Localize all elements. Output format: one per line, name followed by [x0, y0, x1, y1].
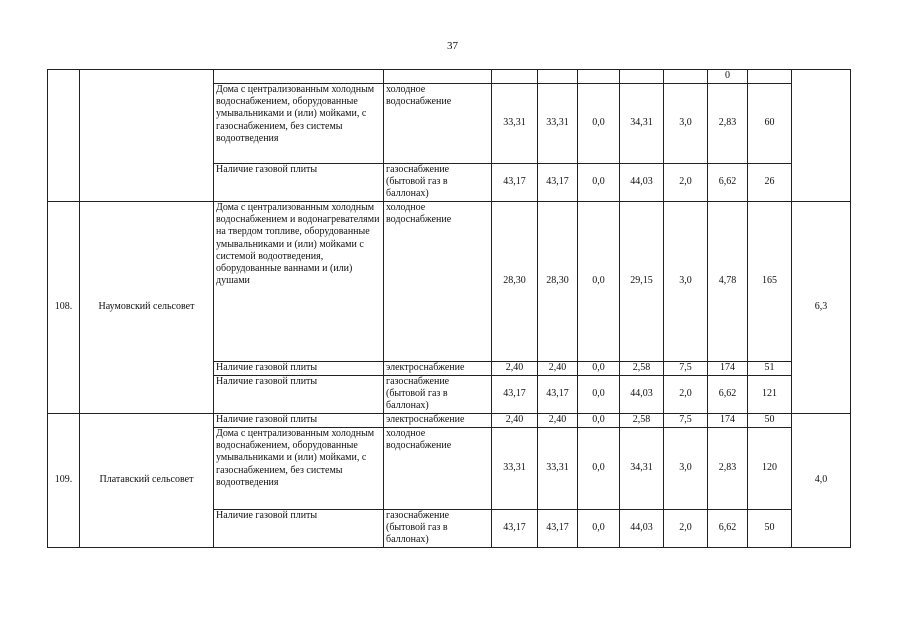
tariff-table: [47, 69, 851, 548]
header-cell: [384, 70, 492, 84]
limit-index: [792, 84, 851, 202]
value-v6: 174: [708, 362, 748, 376]
value-v5: 2,0: [664, 376, 708, 414]
housing-description: Наличие газовой плиты: [214, 362, 384, 376]
table-header-row: [48, 70, 851, 84]
value-v6: 174: [708, 414, 748, 428]
value-v5: 3,0: [664, 84, 708, 164]
table-row: [48, 84, 851, 164]
value-v3: 0,0: [578, 376, 620, 414]
housing-description: Наличие газовой плиты: [214, 414, 384, 428]
housing-description: Наличие газовой плиты: [214, 164, 384, 202]
housing-description: Наличие газовой плиты: [214, 376, 384, 414]
value-v7: 120: [748, 428, 792, 510]
value-v6: 6,62: [708, 376, 748, 414]
value-v6: 2,83: [708, 428, 748, 510]
value-v1: 2,40: [492, 362, 538, 376]
header-cell: [80, 70, 214, 84]
value-v3: 0,0: [578, 84, 620, 164]
housing-description: Дома с централизованным холодным водоснабжением, оборудованные умывальниками и (или) мойками, с газоснабжением, без системы водоотведения: [214, 84, 384, 164]
utility-service: холодное водоснабжение: [384, 202, 492, 362]
value-v1: 43,17: [492, 164, 538, 202]
value-v1: 28,30: [492, 202, 538, 362]
page-number: 37: [447, 40, 458, 52]
table-row: [48, 414, 851, 428]
value-v4: 34,31: [620, 84, 664, 164]
header-cell: [792, 70, 851, 84]
value-v2: 33,31: [538, 428, 578, 510]
table-body: [48, 70, 851, 548]
header-cell: [538, 70, 578, 84]
header-cell: [664, 70, 708, 84]
value-v5: 7,5: [664, 362, 708, 376]
value-v2: 28,30: [538, 202, 578, 362]
value-v7: 26: [748, 164, 792, 202]
utility-service: газоснабжение (бытовой газ в баллонах): [384, 510, 492, 548]
value-v4: 44,03: [620, 376, 664, 414]
value-v7: 60: [748, 84, 792, 164]
utility-service: газоснабжение (бытовой газ в баллонах): [384, 164, 492, 202]
limit-index: 6,3: [792, 202, 851, 414]
value-v4: 2,58: [620, 414, 664, 428]
value-v4: 29,15: [620, 202, 664, 362]
utility-service: электроснабжение: [384, 414, 492, 428]
utility-service: холодное водоснабжение: [384, 428, 492, 510]
value-v3: 0,0: [578, 414, 620, 428]
header-cell: [748, 70, 792, 84]
value-v7: 51: [748, 362, 792, 376]
utility-service: холодное водоснабжение: [384, 84, 492, 164]
value-v2: 43,17: [538, 510, 578, 548]
header-cell: [620, 70, 664, 84]
settlement-name: Наумовский сельсовет: [80, 202, 214, 414]
value-v3: 0,0: [578, 428, 620, 510]
value-v6: 6,62: [708, 510, 748, 548]
row-number: [48, 84, 80, 202]
utility-service: газоснабжение (бытовой газ в баллонах): [384, 376, 492, 414]
value-v5: 2,0: [664, 164, 708, 202]
value-v6: 2,83: [708, 84, 748, 164]
value-v7: 50: [748, 414, 792, 428]
header-cell: [214, 70, 384, 84]
housing-description: Дома с централизованным холодным водоснабжением, оборудованные умывальниками и (или) мойками, с газоснабжением, без системы водоотведения: [214, 428, 384, 510]
value-v5: 3,0: [664, 428, 708, 510]
value-v1: 43,17: [492, 510, 538, 548]
limit-index: 4,0: [792, 414, 851, 548]
housing-description: Дома с централизованным холодным водоснабжением и водонагревателями на твердом топливе, оборудованные умывальниками и (или) мойками с системой водоотведения, оборудованные ваннами и (или) душами: [214, 202, 384, 362]
value-v3: 0,0: [578, 164, 620, 202]
value-v7: 121: [748, 376, 792, 414]
value-v3: 0,0: [578, 510, 620, 548]
value-v4: 2,58: [620, 362, 664, 376]
value-v1: 33,31: [492, 428, 538, 510]
value-v1: 2,40: [492, 414, 538, 428]
value-v4: 44,03: [620, 510, 664, 548]
value-v2: 43,17: [538, 164, 578, 202]
value-v5: 7,5: [664, 414, 708, 428]
value-v3: 0,0: [578, 362, 620, 376]
row-number: 108.: [48, 202, 80, 414]
value-v1: 33,31: [492, 84, 538, 164]
value-v4: 44,03: [620, 164, 664, 202]
header-zero-cell: 0: [708, 70, 748, 84]
value-v2: 33,31: [538, 84, 578, 164]
value-v7: 165: [748, 202, 792, 362]
table-row: [48, 202, 851, 362]
value-v1: 43,17: [492, 376, 538, 414]
value-v5: 3,0: [664, 202, 708, 362]
header-cell: [48, 70, 80, 84]
value-v2: 2,40: [538, 362, 578, 376]
settlement-name: Платавский сельсовет: [80, 414, 214, 548]
value-v7: 50: [748, 510, 792, 548]
value-v2: 43,17: [538, 376, 578, 414]
value-v6: 6,62: [708, 164, 748, 202]
value-v4: 34,31: [620, 428, 664, 510]
housing-description: Наличие газовой плиты: [214, 510, 384, 548]
settlement-name: [80, 84, 214, 202]
value-v6: 4,78: [708, 202, 748, 362]
utility-service: электроснабжение: [384, 362, 492, 376]
header-cell: [492, 70, 538, 84]
header-cell: [578, 70, 620, 84]
value-v2: 2,40: [538, 414, 578, 428]
value-v5: 2,0: [664, 510, 708, 548]
value-v3: 0,0: [578, 202, 620, 362]
row-number: 109.: [48, 414, 80, 548]
